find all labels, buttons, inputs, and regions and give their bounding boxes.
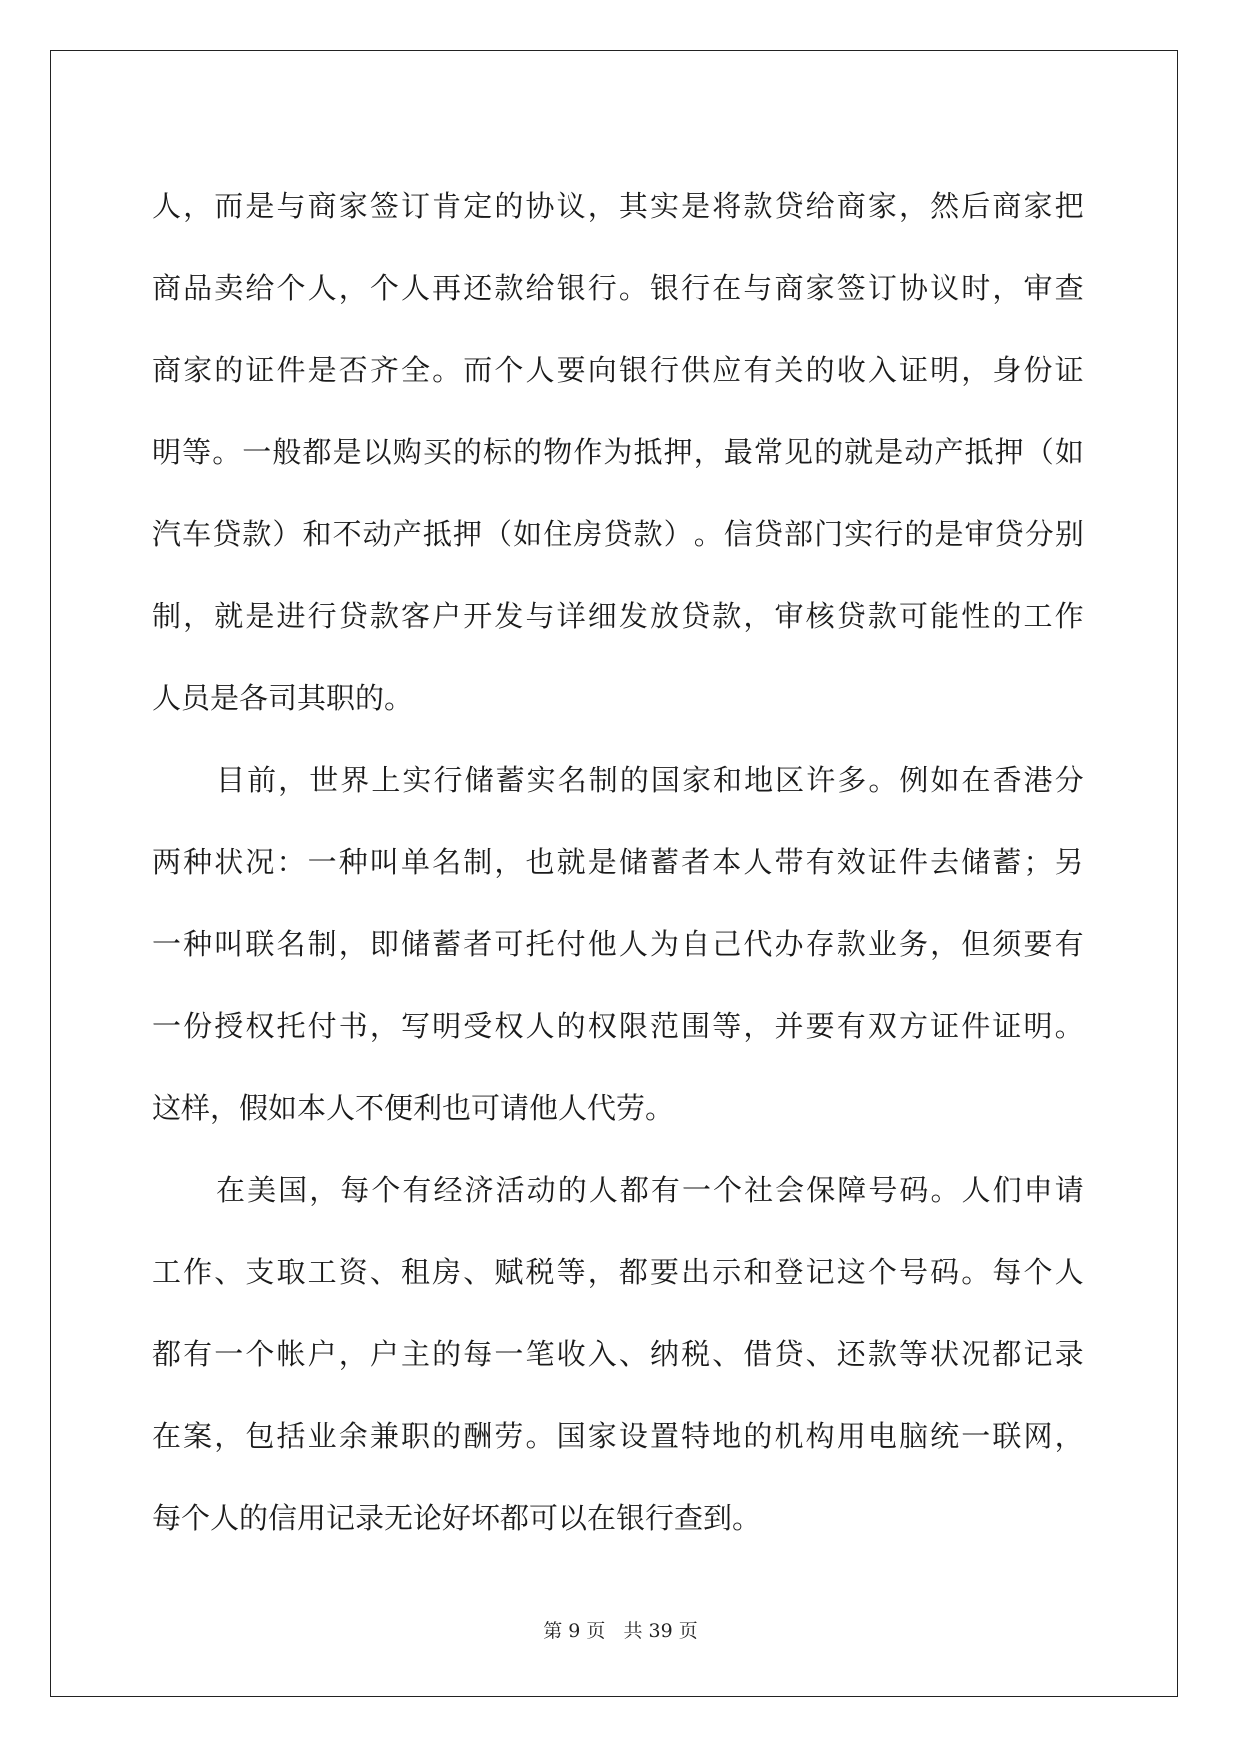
text-line: 商 家 的 证 件 是 否 齐 全 。 而 个 人 要 向 银 行 供 应 有 关 的 收 入 证 明 ， 身 份 证 bbox=[152, 352, 1084, 387]
text-line: 在 美 国 ， 每 个 有 经 济 活 动 的 人 都 有 一 个 社 会 保 障 号 码 。 人 们 申 请 bbox=[216, 1172, 1084, 1207]
text-line: 每个人的信用记录无论好坏都可以在银行查到。 bbox=[152, 1500, 762, 1535]
text-line: 两 种 状 况 ： 一 种 叫 单 名 制 ， 也 就 是 储 蓄 者 本 人 带 有 效 证 件 去 储 蓄 ； 另 bbox=[152, 844, 1084, 879]
text-line: 明 等 。 一 般 都 是 以 购 买 的 标 的 物 作 为 抵 押 ， 最 常 见 的 就 是 动 产 抵 押 （ 如 bbox=[152, 434, 1084, 469]
text-line: 都 有 一 个 帐 户 ， 户 主 的 每 一 笔 收 入 、 纳 税 、 借 贷 、 还 款 等 状 况 都 记 录 bbox=[152, 1336, 1084, 1371]
text-line: 人 ， 而 是 与 商 家 签 订 肯 定 的 协 议 ， 其 实 是 将 款 贷 给 商 家 ， 然 后 商 家 把 bbox=[152, 188, 1084, 223]
page-number: 第 9 页 bbox=[543, 1620, 606, 1642]
document-body bbox=[152, 165, 1084, 1559]
page-footer bbox=[0, 1616, 1241, 1643]
text-line: 汽 车 贷 款 ） 和 不 动 产 抵 押 （ 如 住 房 贷 款 ） 。 信 贷 部 门 实 行 的 是 审 贷 分 别 bbox=[152, 516, 1084, 551]
text-line: 工 作 、 支 取 工 资 、 租 房 、 赋 税 等 ， 都 要 出 示 和 登 记 这 个 号 码 。 每 个 人 bbox=[152, 1254, 1084, 1289]
text-line: 目 前 ， 世 界 上 实 行 储 蓄 实 名 制 的 国 家 和 地 区 许 多 。 例 如 在 香 港 分 bbox=[216, 762, 1084, 797]
text-line: 人员是各司其职的。 bbox=[152, 680, 414, 715]
text-line: 一 种 叫 联 名 制 ， 即 储 蓄 者 可 托 付 他 人 为 自 己 代 办 存 款 业 务 ， 但 须 要 有 bbox=[152, 926, 1084, 961]
text-line: 商 品 卖 给 个 人 ， 个 人 再 还 款 给 银 行 。 银 行 在 与 商 家 签 订 协 议 时 ， 审 查 bbox=[152, 270, 1084, 305]
text-line: 制 ， 就 是 进 行 贷 款 客 户 开 发 与 详 细 发 放 贷 款 ， 审 核 贷 款 可 能 性 的 工 作 bbox=[152, 598, 1084, 633]
text-line: 一 份 授 权 托 付 书 ， 写 明 受 权 人 的 权 限 范 围 等 ， 并 要 有 双 方 证 件 证 明 。 bbox=[152, 1008, 1084, 1043]
page-total: 共 39 页 bbox=[623, 1620, 698, 1642]
text-line: 这样，假如本人不便利也可请他人代劳。 bbox=[152, 1090, 675, 1125]
text-line: 在 案 ， 包 括 业 余 兼 职 的 酬 劳 。 国 家 设 置 特 地 的 机 构 用 电 脑 统 一 联 网 ， bbox=[152, 1418, 1084, 1453]
